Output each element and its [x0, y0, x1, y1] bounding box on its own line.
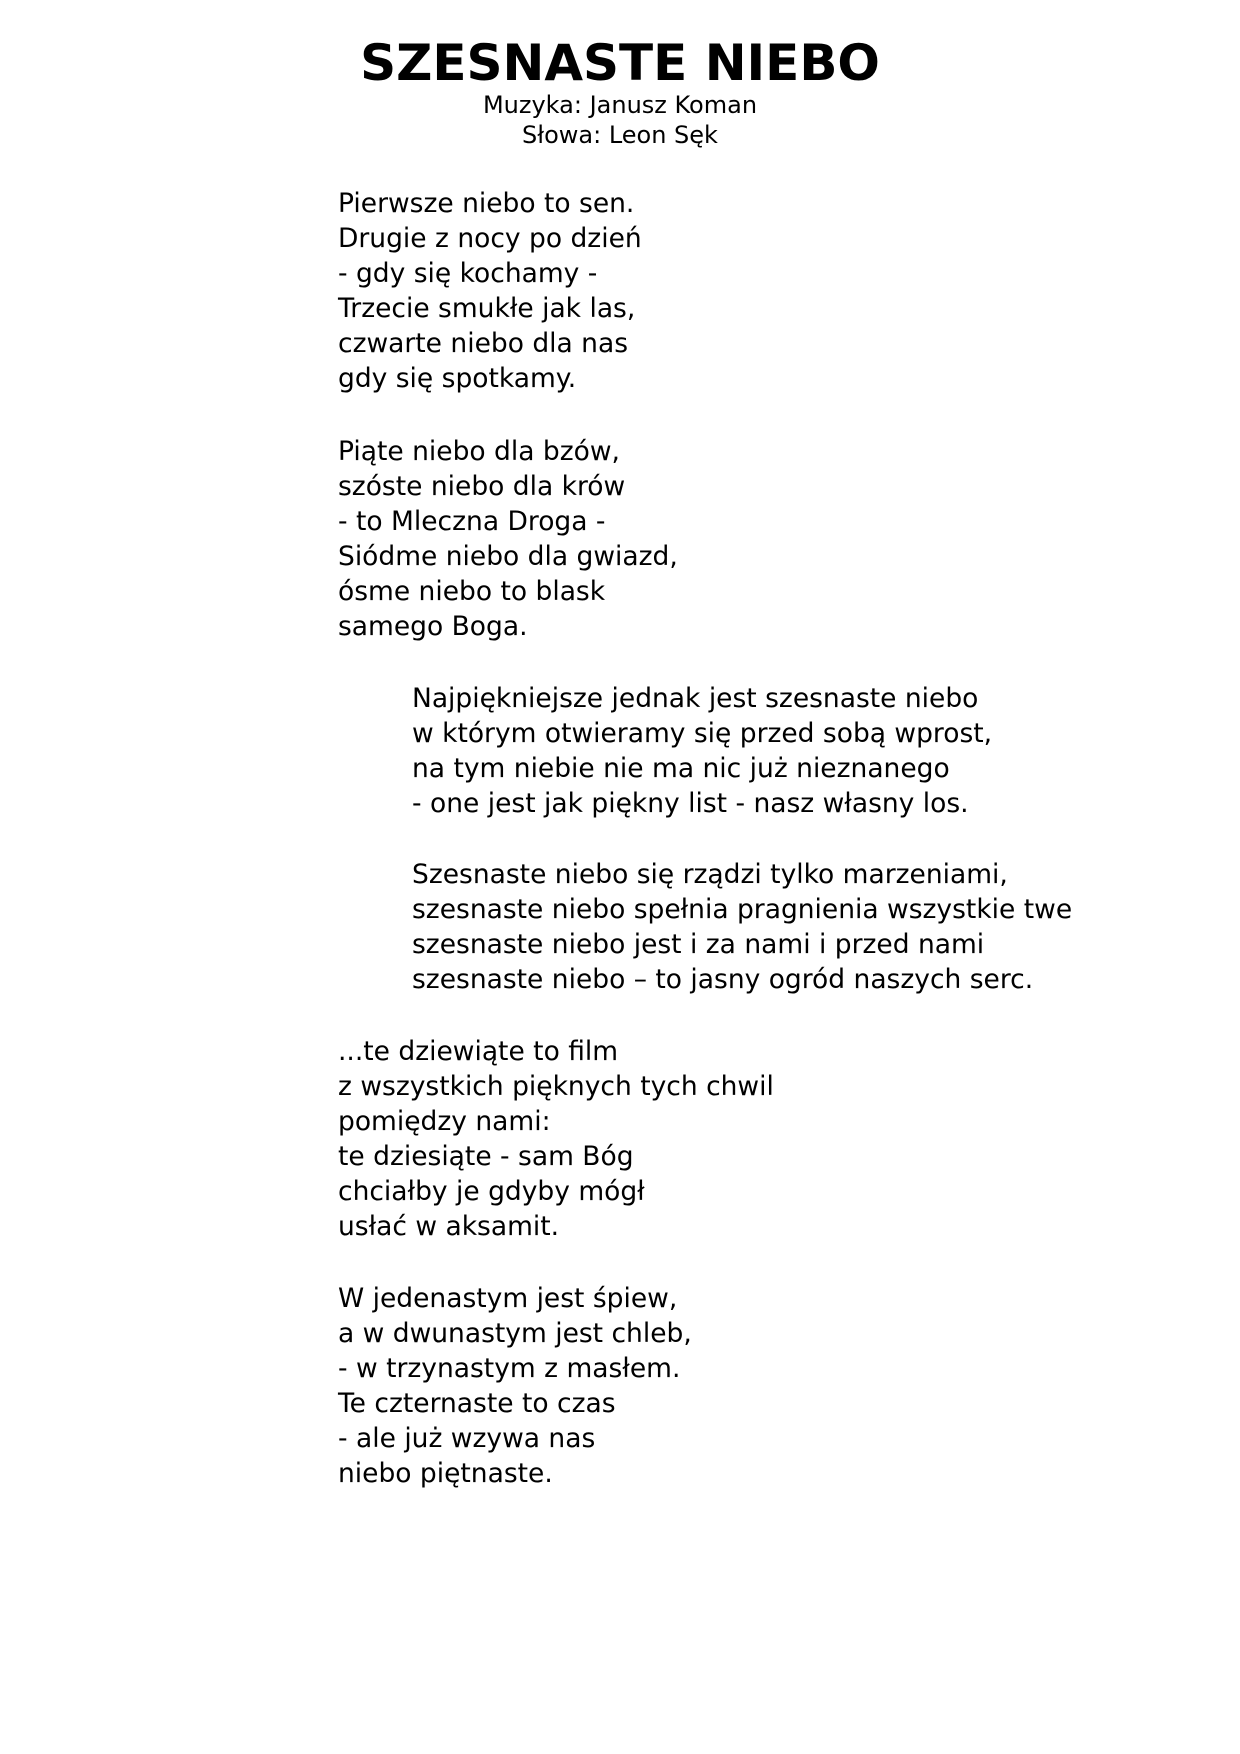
verse-stanza-3	[338, 1034, 774, 1244]
lyric-line: chciałby je gdyby mógł	[338, 1176, 645, 1207]
lyric-line: W jedenastym jest śpiew,	[338, 1283, 678, 1314]
lyric-line: Piąte niebo dla bzów,	[338, 436, 620, 467]
lyric-line: Te czternaste to czas	[338, 1388, 616, 1419]
lyric-line: samego Boga.	[338, 611, 528, 642]
lyric-line: szesnaste niebo spełnia pragnienia wszystkie twe	[412, 894, 1073, 925]
lyrics-credit: Słowa: Leon Sęk	[522, 121, 718, 149]
lyric-line: a w dwunastym jest chleb,	[338, 1318, 692, 1349]
lyric-line: z wszystkich pięknych tych chwil	[338, 1071, 774, 1102]
verse-stanza-4	[338, 1281, 692, 1491]
lyric-line: Trzecie smukłe jak las,	[338, 293, 636, 324]
lyric-line: Najpiękniejsze jednak jest szesnaste niebo	[412, 683, 979, 714]
song-credits	[0, 90, 1240, 150]
lyric-line: niebo piętnaste.	[338, 1458, 553, 1489]
lyric-line: usłać w aksamit.	[338, 1211, 560, 1242]
chorus-stanza-2	[412, 857, 1072, 997]
lyric-line: - w trzynastym z masłem.	[338, 1353, 681, 1384]
lyric-line: szesnaste niebo jest i za nami i przed nami	[412, 929, 985, 960]
lyric-line: Siódme niebo dla gwiazd,	[338, 541, 678, 572]
verse-stanza-1	[338, 186, 642, 396]
lyric-line: gdy się spotkamy.	[338, 363, 577, 394]
lyric-line: na tym niebie nie ma nic już nieznanego	[412, 753, 950, 784]
lyric-line: czwarte niebo dla nas	[338, 328, 629, 359]
lyric-line: w którym otwieramy się przed sobą wprost,	[412, 718, 993, 749]
music-credit: Muzyka: Janusz Koman	[482, 91, 758, 119]
lyric-line: te dziesiąte - sam Bóg	[338, 1141, 634, 1172]
lyric-line: Szesnaste niebo się rządzi tylko marzeniami,	[412, 859, 1008, 890]
lyric-line: - gdy się kochamy -	[338, 258, 598, 289]
lyric-line: - to Mleczna Droga -	[338, 506, 606, 537]
lyric-line: - one jest jak piękny list - nasz własny los.	[412, 788, 969, 819]
lyric-line: - ale już wzywa nas	[338, 1423, 596, 1454]
lyric-line: ósme niebo to blask	[338, 576, 606, 607]
lyric-line: ...te dziewiąte to film	[338, 1036, 619, 1067]
chorus-stanza-1	[412, 681, 992, 821]
lyric-line: szóste niebo dla krów	[338, 471, 626, 502]
song-title: SZESNASTE NIEBO	[360, 34, 880, 92]
lyric-line: szesnaste niebo – to jasny ogród naszych serc.	[412, 964, 1034, 995]
verse-stanza-2	[338, 434, 678, 644]
lyric-line: pomiędzy nami:	[338, 1106, 551, 1137]
lyric-line: Drugie z nocy po dzień	[338, 223, 642, 254]
lyric-line: Pierwsze niebo to sen.	[338, 188, 635, 219]
